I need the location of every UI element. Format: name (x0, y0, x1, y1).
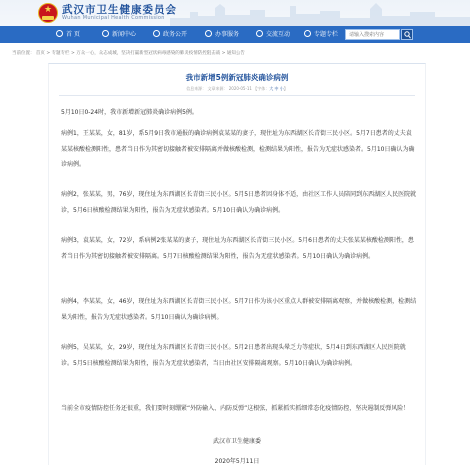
service-icon (205, 30, 212, 37)
search-input[interactable] (345, 29, 400, 40)
nav-item-label: 办事服务 (215, 31, 240, 38)
news-icon (102, 30, 109, 37)
home-icon (56, 30, 63, 37)
title-divider (59, 95, 415, 96)
topic-icon (304, 30, 311, 37)
nav-item-label: 交流互动 (266, 31, 291, 38)
nav-item-interaction[interactable] (256, 26, 290, 43)
article-paragraph: 病例3，袁某某，女，72岁，系病例2张某某的妻子，现住址为东西湖区长青街三民小区。5月6日患者的丈夫张某某核酸检测阳性，患者当日作为其密切接触者被安排隔离。5月7日核酸检测结果为阳性，报告为无症状感染者。5月10日确认为确诊病例。 (61, 237, 414, 260)
search-icon (404, 31, 411, 39)
nav-item-gov-affairs[interactable] (153, 26, 187, 43)
font-size-switcher[interactable]: 大 中 小 (269, 86, 284, 91)
org-name-en: Wuhan Municipal Health Commission (62, 15, 165, 21)
article-paragraph: 当前全市疫情防控任务还很重，我们要时刻绷紧“外防输入、内防反弹”这根弦，抓紧抓实抓细常态化疫情防控，坚决遏制反弹风险！ (61, 405, 410, 412)
article-meta (49, 86, 425, 92)
chat-icon (256, 30, 263, 37)
nav-item-home[interactable] (56, 26, 80, 43)
article-paragraph: 病例1，王某某，女，81岁，系5月9日我市通报的确诊病例袁某某的妻子，现住址为东西湖区长青街三民小区。5月7日患者的丈夫袁某某核酸检测阳性，患者当日作为其密切接触者被安排隔离并做核酸检测，检测结果为阳性，报告为无症状感染者。5月10日确认为确诊病例。 (61, 130, 415, 168)
article-meta-info: 信息来源： 文章来源： 2020-05-11 【字体： (186, 86, 270, 91)
org-name-cn[interactable]: 武汉市卫生健康委员会 (62, 4, 177, 16)
nav-item-label: 首 页 (66, 31, 80, 38)
document-icon (153, 30, 160, 37)
city-skyline-decoration (170, 0, 470, 26)
nav-item-topics[interactable] (304, 26, 338, 43)
nav-item-label: 新闻中心 (112, 31, 137, 38)
breadcrumb[interactable]: 当前位置： 首页 > 专题专栏 > 万众一心，众志成城，坚决打赢新型冠状病毒感染的肺炎疫情防控阻击战 > 通知公告 (12, 51, 245, 56)
site-header (0, 0, 470, 26)
search-button[interactable] (401, 29, 413, 40)
article-container (48, 63, 426, 465)
nav-item-label: 专题专栏 (314, 31, 339, 38)
article-paragraph: 5月10日0-24时，我市新增新冠肺炎确诊病例5例。 (61, 109, 198, 116)
article-signature: 武汉市卫生健康委 (212, 438, 261, 445)
article-meta-close: 】 (283, 86, 288, 91)
national-emblem-icon[interactable]: ★ (38, 3, 58, 23)
article-date: 2020年5月11日 (214, 458, 260, 465)
article-paragraph: 病例4，李某某，女，46岁，现住址为东西湖区长青街三民小区。5月7日作为该小区重点人群被安排隔离观察，并做核酸检测，检测结果为阳性，报告为无症状感染者。5月10日确认为确诊病例。 (61, 298, 417, 321)
article-title: 我市新增5例新冠肺炎确诊病例 (185, 73, 289, 82)
article-paragraph: 病例2，张某某，男，76岁，现住址为东西湖区长青街三民小区。5月5日患者因身体不适，由社区工作人员陪同到东西湖区人民医院就诊，5月6日核酸检测结果为阳性，报告为无症状感染者。5月10日确认为确诊病例。 (61, 191, 417, 214)
nav-item-news[interactable] (102, 26, 136, 43)
nav-item-label: 政务公开 (163, 31, 188, 38)
article-paragraph: 病例5，吴某某，女，29岁，现住址为东西湖区长青街三民小区。5月2日患者出现头晕乏力等症状，5月4日到东西湖区人民医院就诊。5月5日核酸检测结果为阳性，报告为无症状感染者，当日由社区安排隔离观察。5月10日确认为确诊病例。 (61, 344, 406, 367)
main-nav (0, 26, 470, 43)
nav-item-services[interactable] (205, 26, 239, 43)
